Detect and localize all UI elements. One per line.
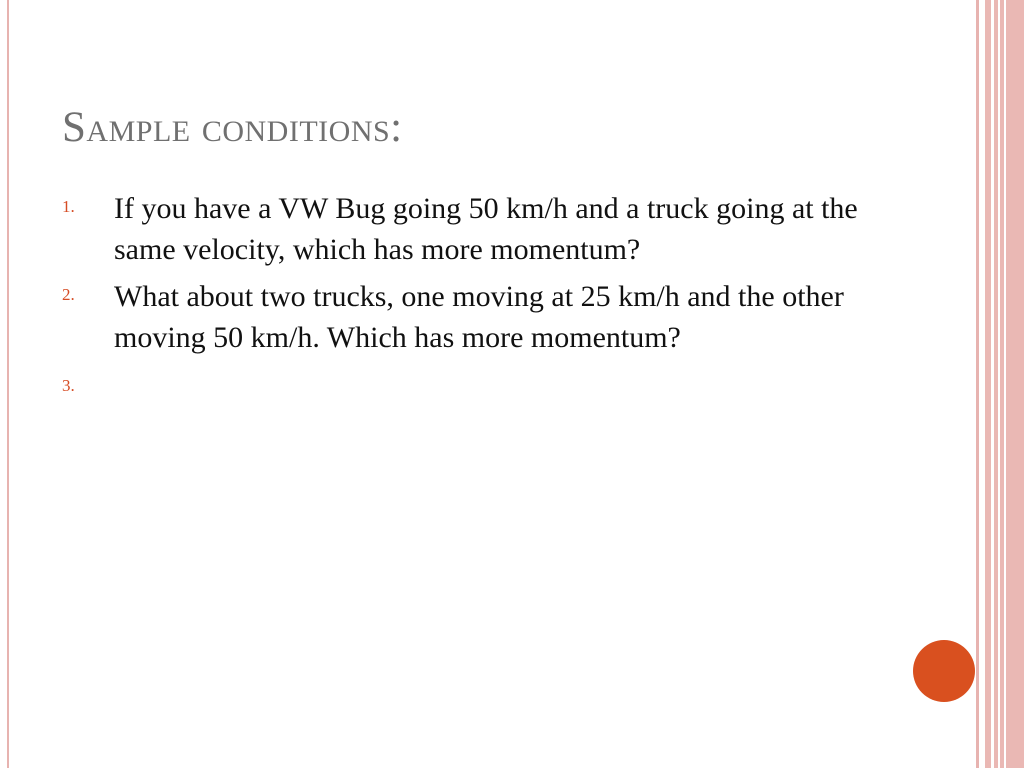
list-item-text: If you have a VW Bug going 50 km/h and a truck going at the same velocity, which has more momentum? xyxy=(114,192,858,266)
numbered-list xyxy=(62,188,862,411)
accent-circle xyxy=(913,640,975,702)
right-band-stripe xyxy=(998,0,1000,768)
list-item xyxy=(62,276,862,358)
list-item xyxy=(62,364,862,405)
list-item-number: 1. xyxy=(62,197,75,216)
right-border-line xyxy=(976,0,979,768)
right-band-stripe xyxy=(991,0,994,768)
slide-title: Sample conditions: xyxy=(62,104,403,151)
left-border-line xyxy=(7,0,9,768)
right-band-stripe xyxy=(1004,0,1006,768)
list-item-number: 3. xyxy=(62,376,75,395)
list-item-text: What about two trucks, one moving at 25 km/h and the other moving 50 km/h. Which has more momentum? xyxy=(114,280,844,354)
list-item-text xyxy=(114,364,862,405)
list-item-number: 2. xyxy=(62,285,75,304)
list-item xyxy=(62,188,862,270)
